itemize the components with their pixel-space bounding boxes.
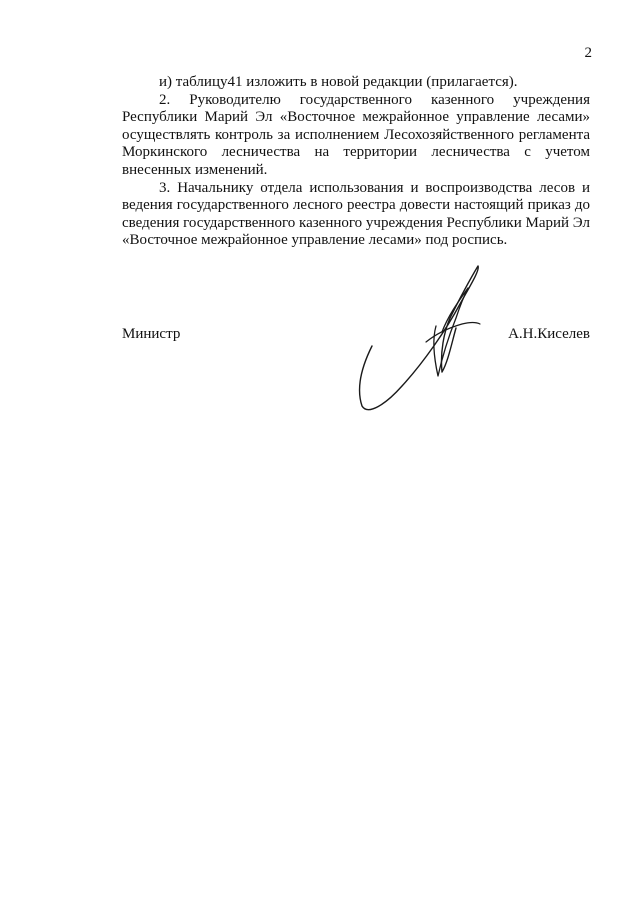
paragraph-3: 3. Начальнику отдела использования и воспроизводства лесов и ведения государственного лесного реестра довести настоящий приказ до сведения государственного казенного учреждения Республики Марий Эл «Восточное межрайонное управление лесами» под роспись. [122, 179, 590, 249]
paragraph-2: 2. Руководителю государственного казенного учреждения Республики Марий Эл «Восточное межрайонное управление лесами» осуществлять контроль за исполнением Лесохозяйственного регламента Моркинского лесничества на территории лесничества с учетом внесенных изменений. [122, 91, 590, 178]
document-body [122, 74, 590, 250]
page-number: 2 [584, 45, 592, 61]
signatory-title: Министр [122, 326, 181, 342]
signatory-name: А.Н.Киселев [508, 326, 590, 342]
paragraph-item-i: и) таблицу41 изложить в новой редакции (прилагается). [159, 74, 518, 90]
signature-stroke-main [360, 266, 479, 410]
signature-stroke-loop [434, 288, 468, 376]
handwritten-signature [352, 258, 488, 414]
